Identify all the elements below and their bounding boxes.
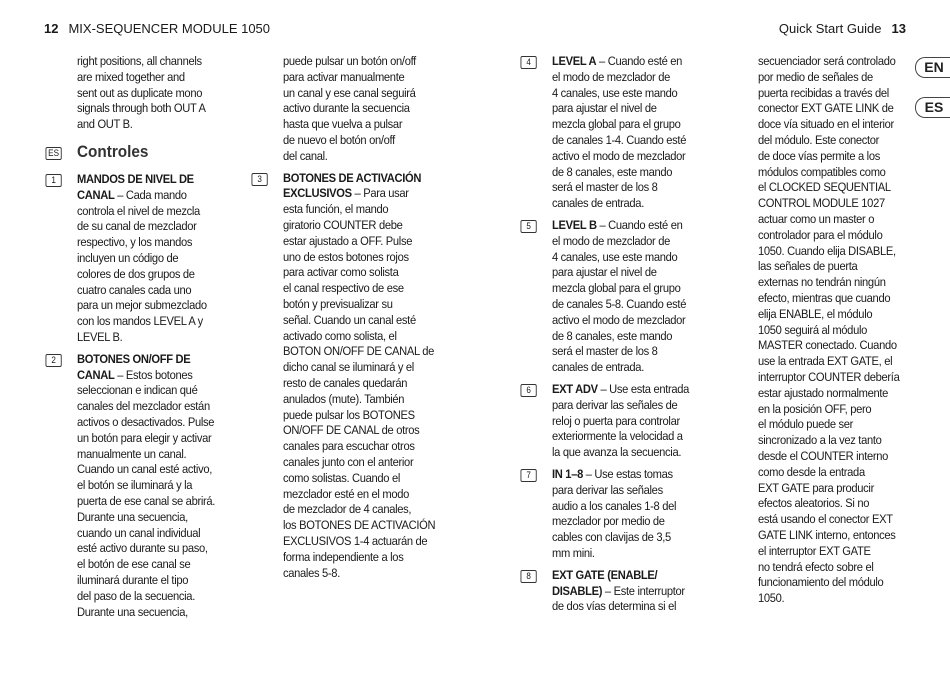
control-item-7: 7 IN 1–8 – Use estas tomas para derivar las señales audio a los canales 1-8 del mezclador por medio de cables con clavijas de 3,5 mm mini. xyxy=(552,467,689,562)
section-title: Controles xyxy=(77,141,149,161)
item-number-badge: 1 xyxy=(46,174,62,187)
control-item-5: 5 LEVEL B – Cuando esté en el modo de mezclador de 4 canales, use este mando para ajustar el nivel de mezcla global para el grupo de canales 5-8. Cuando esté activo el modo de mezclador de 8 canales, este mando será el master de los 8 canales de entrada. xyxy=(552,218,689,376)
item-number-badge: 3 xyxy=(252,173,268,186)
item-number-badge: 8 xyxy=(521,570,537,583)
item-title: MANDOS DE NIVEL DE xyxy=(77,171,194,186)
left-page-number: 12 xyxy=(44,21,59,36)
item-number-badge: 4 xyxy=(521,56,537,69)
control-item-4: 4 LEVEL A – Cuando esté en el modo de mezclador de 4 canales, use este mando para ajustar el nivel de mezcla global para el grupo de canales 1-4. Cuando esté activo el modo de mezclador de 8 canales, este mando será el master de los 8 canales de entrada. xyxy=(552,54,689,212)
item-number-badge: 5 xyxy=(521,220,537,233)
item-title: LEVEL A xyxy=(552,54,597,68)
left-page-header xyxy=(44,21,270,37)
column-4 xyxy=(758,54,899,607)
control-item-6: 6 EXT ADV – Use esta entrada para derivar las señales de reloj o puerta para controlar exteriormente la velocidad a la que avanza la secuencia. xyxy=(552,382,689,461)
item-title: BOTONES DE ACTIVACIÓN xyxy=(283,170,422,185)
item-number-badge: 2 xyxy=(46,354,62,367)
right-page-number: 13 xyxy=(891,21,906,36)
item-title: LEVEL B xyxy=(552,217,597,232)
section-language-badge: ES xyxy=(46,147,62,160)
item-title: BOTONES ON/OFF DE xyxy=(77,351,191,366)
section-heading xyxy=(48,141,215,162)
right-running-title: Quick Start Guide xyxy=(778,21,882,36)
column-2 xyxy=(257,54,436,581)
item-title: IN 1–8 xyxy=(552,466,583,481)
control-item-2: 2 BOTONES ON/OFF DE CANAL – Estos botones seleccionan e indican qué canales del mezclador están activos o desactivados. Pulse un botón para elegir y activar manualmente un canal. Cuando un canal esté activo, el botón se iluminará y la puerta de ese canal se abrirá. Durante una secuencia, cuando un canal individual esté activo durante su paso, el botón de ese canal se iluminará durante el tipo del paso de la secuencia. Durante una secuencia, xyxy=(77,352,215,621)
control-item-3: 3 BOTONES DE ACTIVACIÓN EXCLUSIVOS – Para usar esta función, el mando giratorio COUNTER debe estar ajustado a OFF. Pulse uno de estos botones rojos para activar como solista el canal respectivo de ese botón y previsualizar su señal. Cuando un canal esté activado como solista, el BOTON ON/OFF DE CANAL de dicho canal se iluminará y el resto de canales quedarán anulados (mute). También puede pulsar los BOTONES ON/OFF DE CANAL de otros canales para escuchar otros canales junto con el anterior como solistas. Cuando el mezclador esté en el modo de mezclador de 4 canales, los BOTONES DE ACTIVACIÓN EXCLUSIVOS 1-4 actuarán de forma independiente a los canales 5-8. xyxy=(283,171,435,582)
language-tab-es[interactable]: ES xyxy=(915,97,950,118)
item-title: EXT GATE (ENABLE/ xyxy=(552,567,658,582)
control-item-1: 1 MANDOS DE NIVEL DE CANAL – Cada mando controla el nivel de mezcla de su canal de mezclador respectivo, y los mandos incluyen un código de colores de dos grupos de cuatro canales cada uno para un mejor submezclado con los mandos LEVEL A y LEVEL B. xyxy=(77,172,215,346)
language-tab-en[interactable]: EN xyxy=(915,57,950,78)
item-title: EXT ADV xyxy=(552,381,598,396)
column-1 xyxy=(48,54,216,620)
item-number-badge: 6 xyxy=(521,384,537,397)
column-3 xyxy=(526,54,690,615)
intro-text-col2: puede pulsar un botón on/off para activar manualmente un canal y ese canal seguirá activo durante la secuencia hasta que vuelva a pulsar de nuevo el botón on/off del canal. xyxy=(283,54,416,163)
ext-gate-continued-text: secuenciador será controlado por medio de señales de puerta recibidas a través del conector EXT GATE LINK de doce vía situado en el interior del módulo. Este conector de doce vías permite a los módulos compatibles como el CLOCKED SEQUENTIAL CONTROL MODULE 1027 actuar como un master o controlador para el módulo 1050. Cuando elija DISABLE, las señales de puerta externas no tendrán ningún efecto, mientras que cuando elija ENABLE, el módulo 1050 seguirá al módulo MASTER conectado. Cuando use la entrada EXT GATE, el interruptor COUNTER debería estar ajustado normalmente en la posición OFF, pero el módulo puede ser sincronizado a la vez tanto desde el COUNTER interno como desde la entrada EXT GATE para producir efectos aleatorios. Si no está usando el conector EXT GATE LINK interno, entonces el interruptor EXT GATE no tendrá efecto sobre el funcionamiento del módulo 1050. xyxy=(758,54,900,606)
left-running-title: MIX-SEQUENCER MODULE 1050 xyxy=(68,21,271,36)
item-number-badge: 7 xyxy=(521,469,537,482)
right-page-header xyxy=(779,21,906,37)
control-item-8: 8 EXT GATE (ENABLE/ DISABLE) – Este interruptor de dos vías determina si el xyxy=(552,568,689,615)
intro-text-col1: right positions, all channels are mixed together and sent out as duplicate mono signals through both OUT A and OUT B. xyxy=(77,54,206,132)
